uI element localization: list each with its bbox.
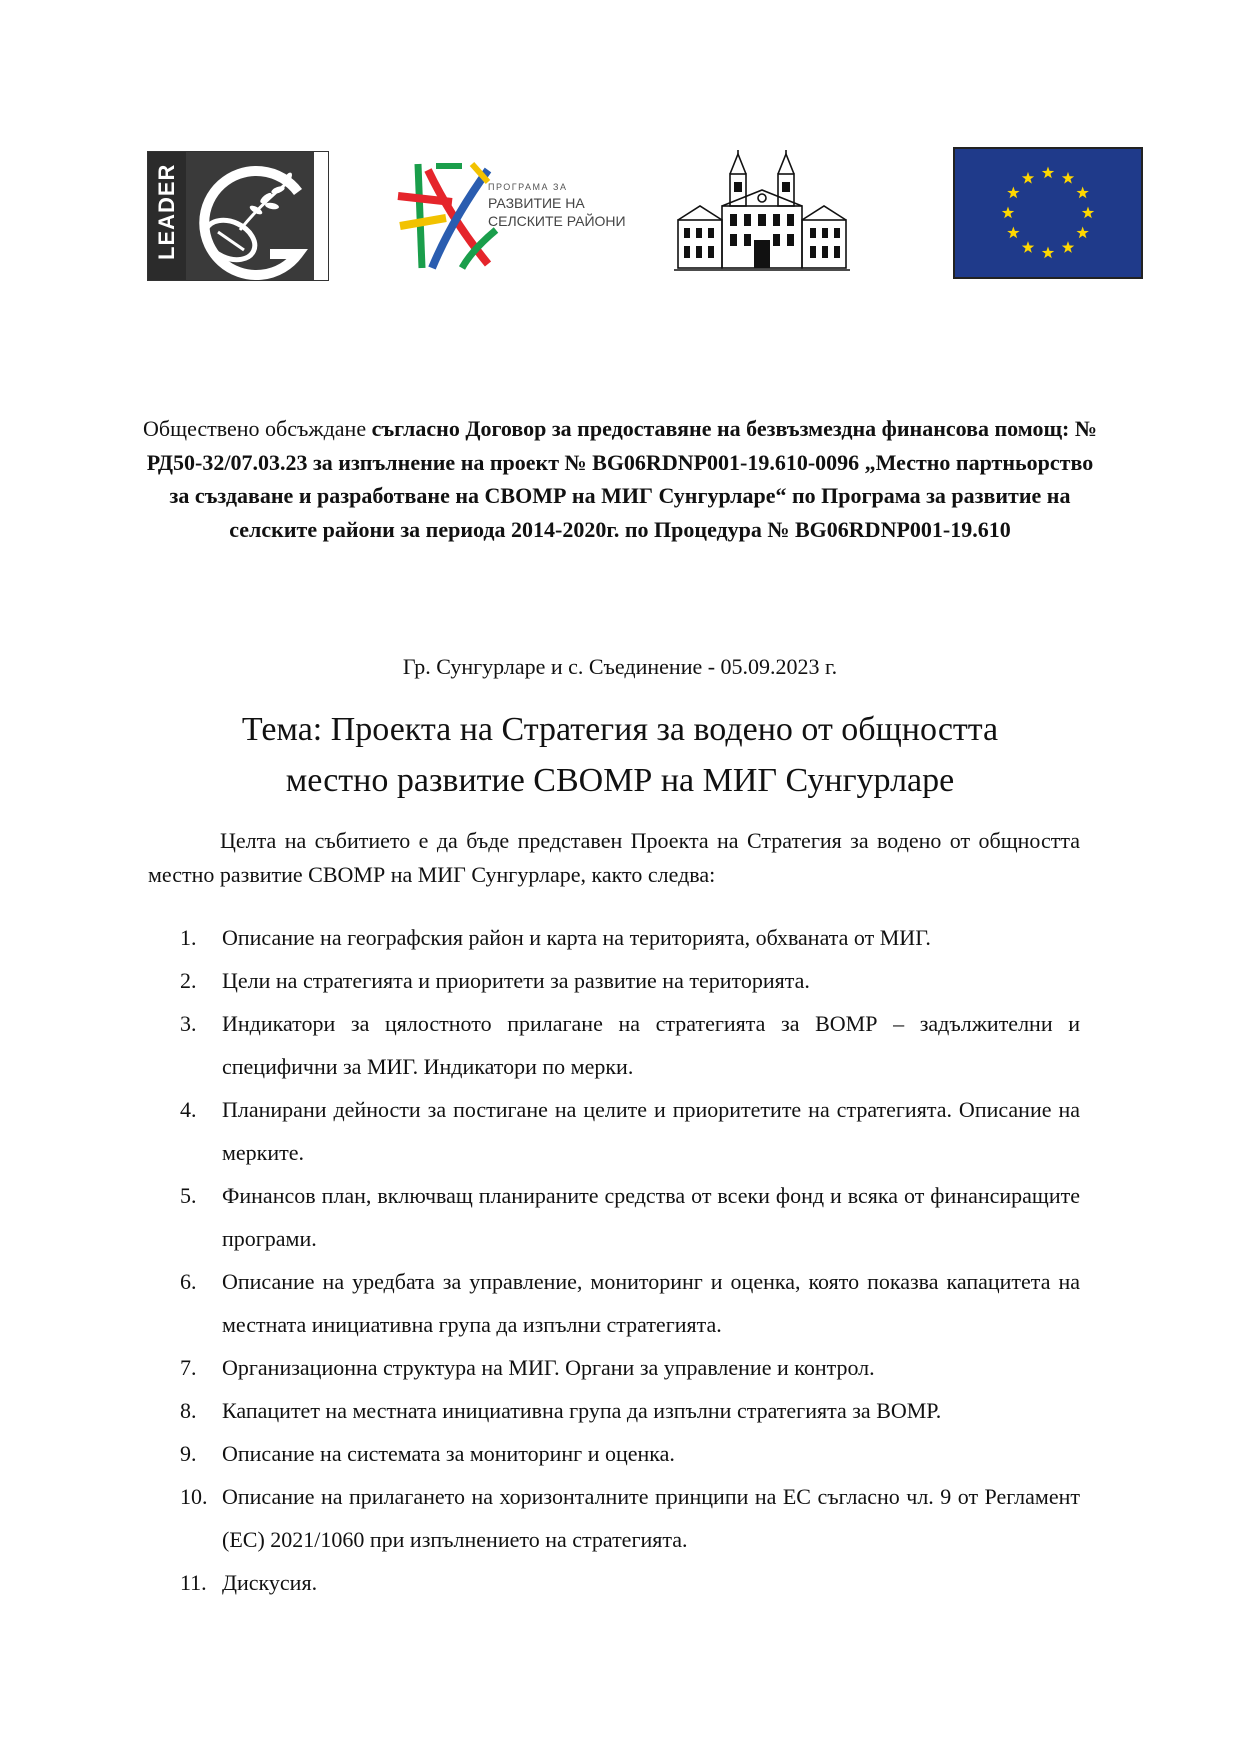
agenda-item-number: 10. xyxy=(180,1484,208,1509)
agenda-item-text: Организационна структура на МИГ. Органи за управление и контрол. xyxy=(222,1355,875,1380)
agenda-item-text: Цели на стратегията и приоритети за развитие на територията. xyxy=(222,968,810,993)
agenda-item-text: Капацитет на местната инициативна група да изпълни стратегията за ВОМР. xyxy=(222,1398,942,1423)
agenda-item xyxy=(180,1475,1080,1561)
agenda-list xyxy=(180,916,1080,1604)
agenda-item xyxy=(180,959,1080,1002)
agenda-item-number: 5. xyxy=(180,1183,197,1208)
leader-logo xyxy=(148,152,328,280)
agenda-item-number: 8. xyxy=(180,1398,197,1423)
agenda-item-text: Индикатори за цялостното прилагане на стратегията за ВОМР – задължителни и специфични за МИГ. Индикатори по мерки. xyxy=(222,1011,1080,1079)
rural-development-programme-logo xyxy=(392,160,626,272)
agenda-item-text: Описание на уредбата за управление, мониторинг и оценка, която показва капацитета на местната инициативна група да изпълни стратегията. xyxy=(222,1269,1080,1337)
agenda-item-number: 7. xyxy=(180,1355,197,1380)
place-date: Гр. Сунгурларе и с. Съединение - 05.09.2023 г. xyxy=(402,654,838,679)
agenda-item-number: 3. xyxy=(180,1011,197,1036)
intro-bold-text: съгласно Договор за предоставяне на безвъзмездна финансова помощ: № РД50-32/07.03.23 за изпълнение на проект № BG06RDNP001-19.610-0096 „Местно партньорство за създаване и разработване на СВОМР на МИГ Сунгурларе“ по Програма за развитие на селските райони за периода 2014-2020г. по Процедура № BG06RDNP001-19.610 xyxy=(146,416,1097,542)
agenda-item-text: Описание на прилагането на хоризонталните принципи на ЕС съгласно чл. 9 от Регламент (ЕС) 2021/1060 при изпълнението на стратегията. xyxy=(222,1484,1080,1552)
agenda-item-number: 9. xyxy=(180,1441,197,1466)
prsr-line2: РАЗВИТИЕ НА xyxy=(488,195,585,211)
agenda-item-number: 2. xyxy=(180,968,197,993)
intro-paragraph xyxy=(140,412,1100,546)
agenda-item xyxy=(180,916,1080,959)
agenda-item xyxy=(180,1561,1080,1604)
goal-text: Целта на събитието е да бъде представен Проекта на Стратегия за водено от общността местно развитие СВОМР на МИГ Сунгурларе, както следва: xyxy=(148,828,1080,887)
agenda-item xyxy=(180,1346,1080,1389)
agenda-item-number: 4. xyxy=(180,1097,197,1122)
agenda-item xyxy=(180,1260,1080,1346)
intro-normal-text: Обществено обсъждане xyxy=(143,416,367,441)
prsr-line3: СЕЛСКИТЕ РАЙОНИ xyxy=(488,213,626,229)
topic-heading xyxy=(140,704,1100,806)
leader-logo-text: LEADER xyxy=(154,163,179,260)
agenda-item-number: 1. xyxy=(180,925,197,950)
agenda-item-text: Описание на системата за мониторинг и оценка. xyxy=(222,1441,675,1466)
agenda-item-number: 6. xyxy=(180,1269,197,1294)
agenda-item-text: Планирани дейности за постигане на целите и приоритетите на стратегията. Описание на мерките. xyxy=(222,1097,1080,1165)
agenda-item xyxy=(180,1389,1080,1432)
topic-line-1: Тема: Проекта на Стратегия за водено от общността xyxy=(241,711,999,748)
agenda-item-text: Финансов план, включващ планираните средства от всеки фонд и всяка от финансиращите програми. xyxy=(222,1183,1080,1251)
eu-flag-icon xyxy=(954,148,1142,278)
goal-paragraph xyxy=(148,824,1080,892)
logo-bar xyxy=(0,0,1240,300)
topic-line-2: местно развитие СВОМР на МИГ Сунгурларе xyxy=(285,762,955,799)
agenda-item xyxy=(180,1174,1080,1260)
agenda-item xyxy=(180,1088,1080,1174)
agenda-item xyxy=(180,1432,1080,1475)
agenda-item xyxy=(180,1002,1080,1088)
prsr-line1: ПРОГРАМА ЗА xyxy=(488,182,568,192)
agenda-item-number: 11. xyxy=(180,1570,207,1595)
town-hall-icon xyxy=(672,150,852,274)
agenda-item-text: Описание на географския район и карта на територията, обхваната от МИГ. xyxy=(222,925,931,950)
agenda-item-text: Дискусия. xyxy=(222,1570,318,1595)
